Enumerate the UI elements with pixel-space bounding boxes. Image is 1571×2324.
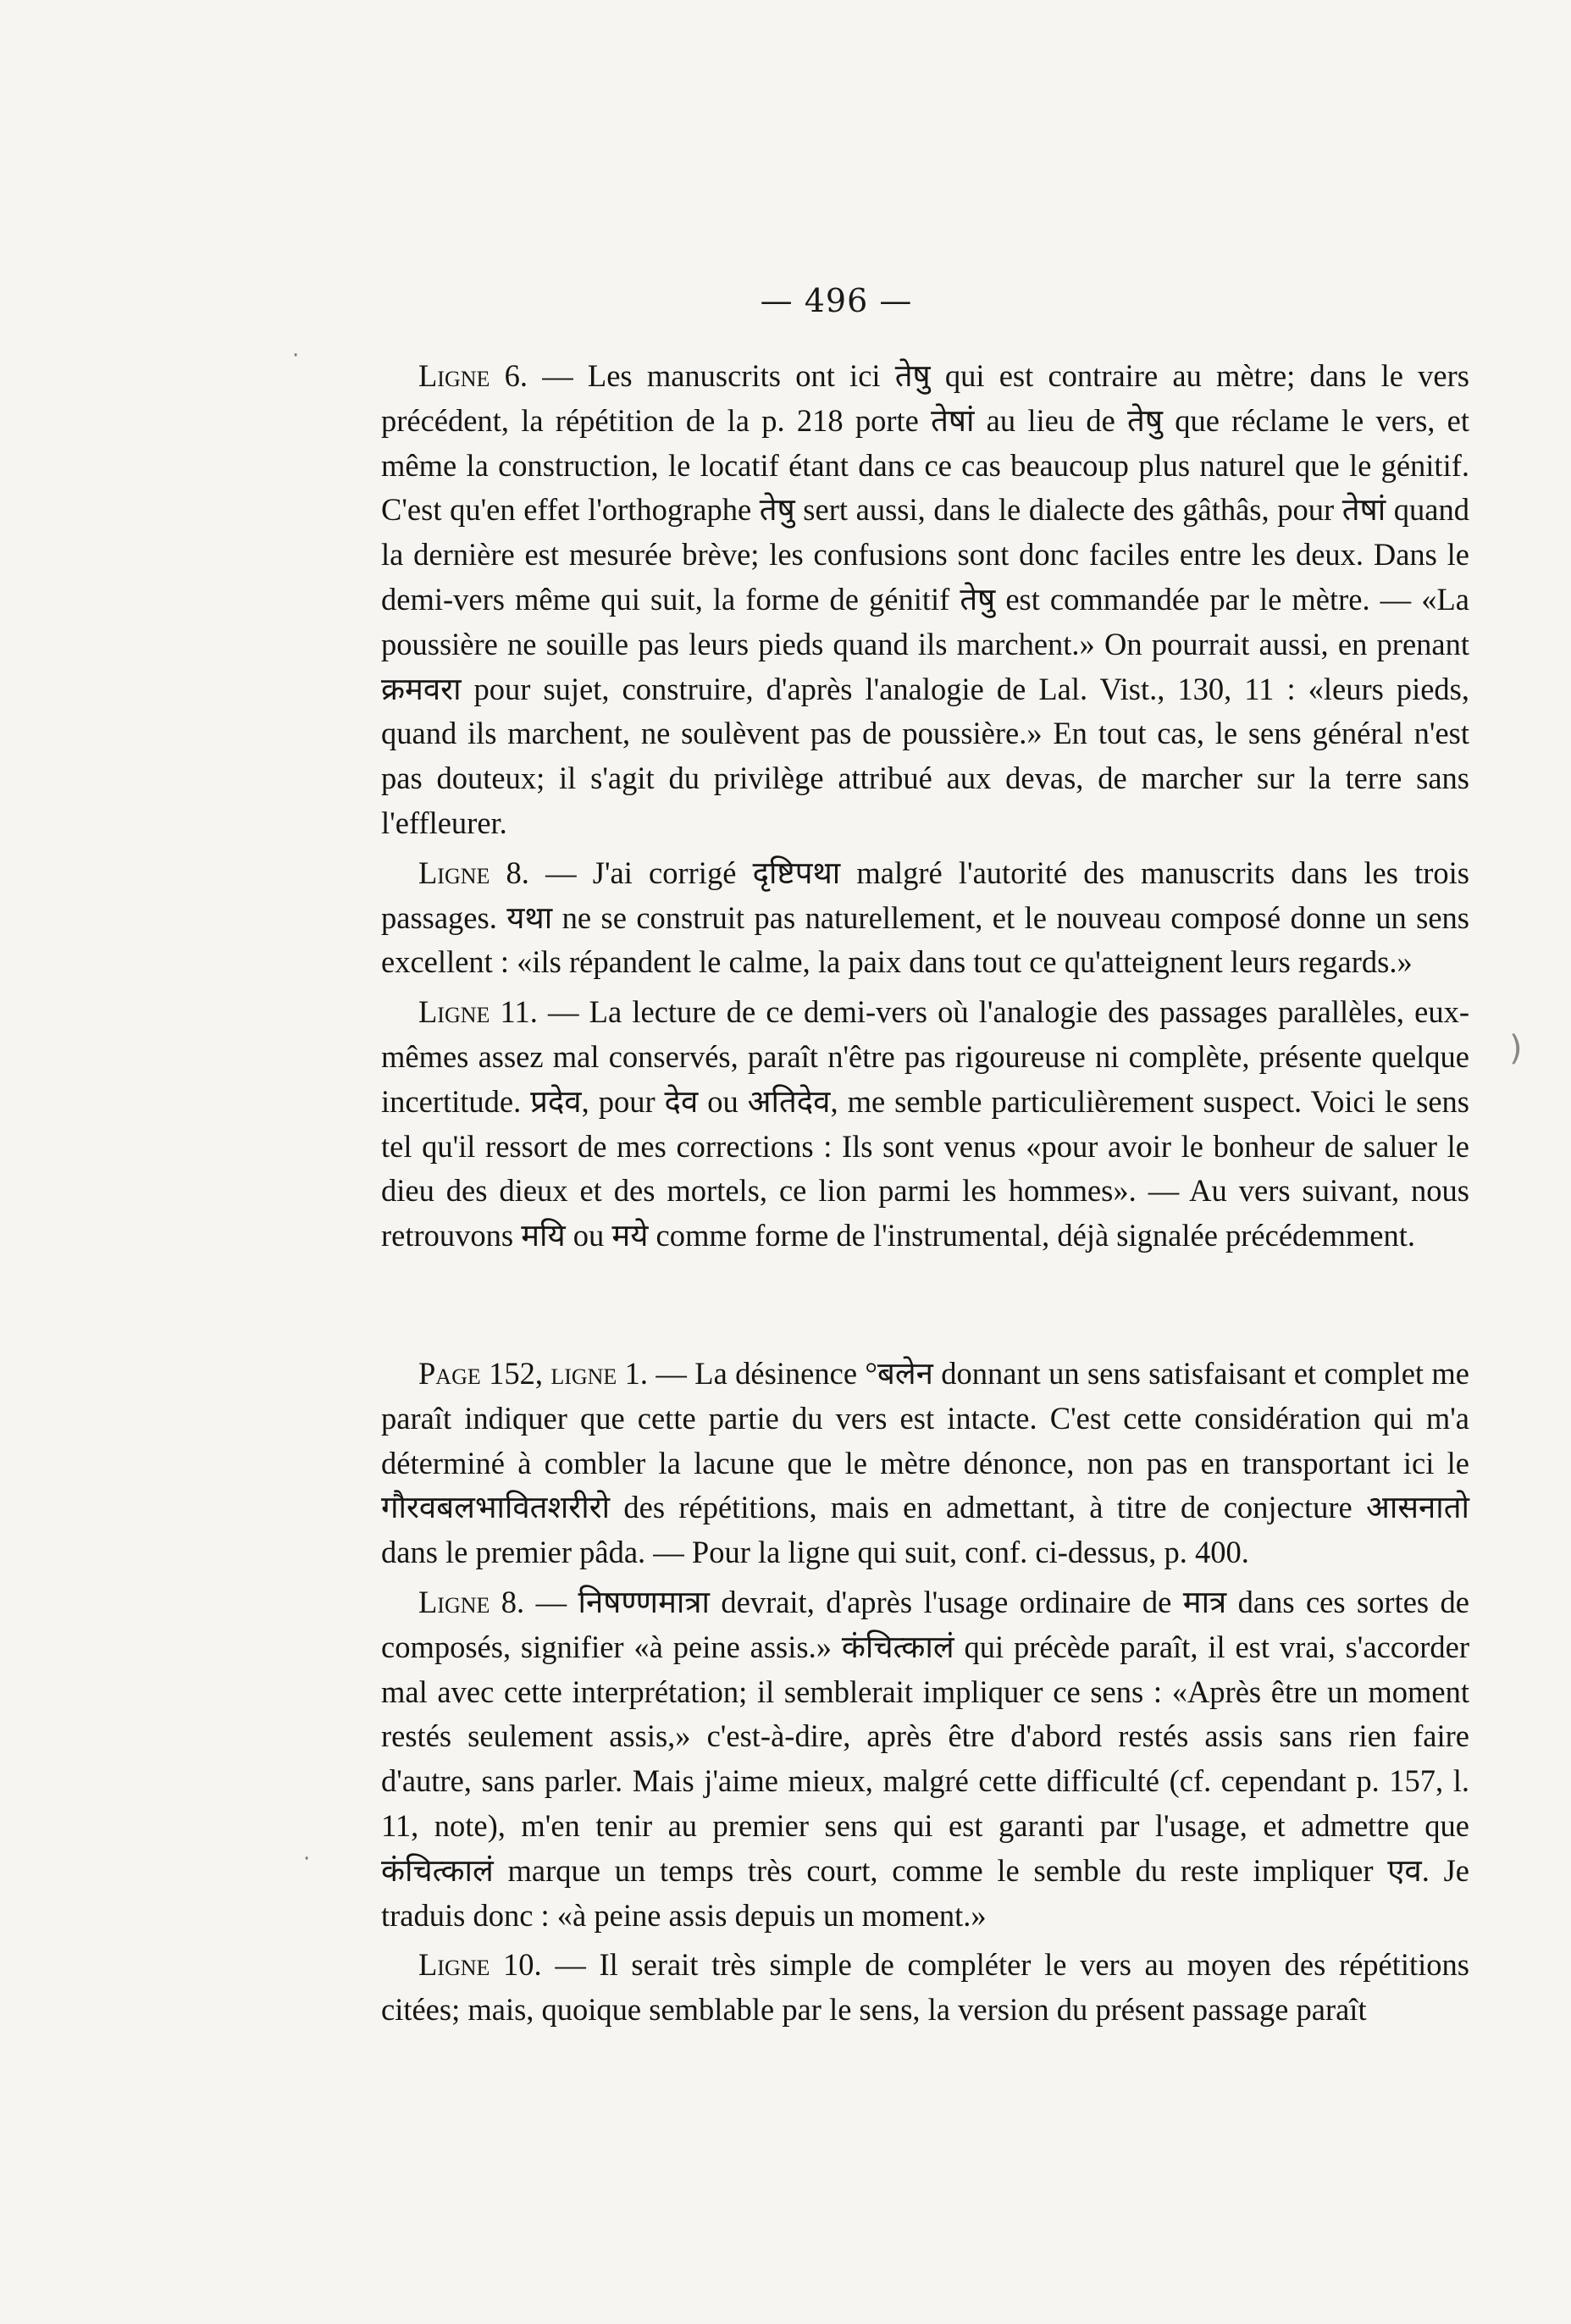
note-text: — La désinence °बलेन donnant un sens satisfaisant et complet me paraît indiquer que cette partie du vers est intacte. C'est cette considération qui m'a déterminé à combler la lacune que le mètre dénonce, non pas en transportant ici le गौरवबलभावितशरीरो des répétitions, mais en admettant, à titre de conjecture आसनातो dans le premier pâda. — Pour la ligne qui suit, conf. ci-dessus, p. 400. [381, 1356, 1470, 1570]
note-paragraph [381, 354, 1469, 846]
note-paragraph [381, 1580, 1469, 1938]
note-paragraph [381, 851, 1469, 985]
note-heading: Ligne 8. [418, 1584, 525, 1619]
note-text: — J'ai corrigé दृष्टिपथा malgré l'autorité des manuscrits dans les trois passages. यथा ne se construit pas naturellement, et le nouveau composé donne un sens excellent : «ils répandent le calme, la paix dans tout ce qu'atteignent leurs regards.» [381, 855, 1470, 980]
margin-mark: ) [1509, 1029, 1523, 1068]
note-text: — Les manuscrits ont ici तेषु qui est contraire au mètre; dans le vers précédent, la répétition de la p. 218 porte तेषां au lieu de तेषु que réclame le vers, et même la construction, le locatif étant dans ce cas beaucoup plus naturel que le génitif. C'est qu'en effet l'orthographe तेषु sert aussi, dans le dialecte des gâthâs, pour तेषां quand la dernière est mesurée brève; les confusions sont donc faciles entre les deux. Dans le demi-vers même qui suit, la forme de génitif तेषु est commandée par le mètre. — «La poussière ne souille pas leurs pieds quand ils marchent.» On pourrait aussi, en prenant क्रमवरा pour sujet, construire, d'après l'analogie de Lal. Vist., 130, 11 : «leurs pieds, quand ils marchent, ne soulèvent pas de poussière.» En tout cas, le sens général n'est pas douteux; il s'agit du privilège attribué aux devas, de marcher sur la terre sans l'effleurer. [381, 358, 1469, 840]
note-heading: Ligne 8. [418, 855, 529, 890]
note-heading: Ligne 10. [418, 1947, 542, 1983]
note-text: — निषण्णमात्रा devrait, d'après l'usage ordinaire de मात्र dans ces sortes de composés, signifier «à peine assis.» कंचित्कालं qui précède paraît, il est vrai, s'accorder mal avec cette interprétation; il semblerait impliquer ce sens : «Après être un moment restés seulement assis,» c'est-à-dire, après être d'abord restés assis sans rien faire d'autre, sans parler. Mais j'aime mieux, malgré cette difficulté (cf. cependant p. 157, l. 11, note), m'en tenir au premier sens qui est garanti par l'usage, et admettre que कंचित्कालं marque un temps très court, comme le semble du reste impliquer एव. Je traduis donc : «à peine assis depuis un moment.» [381, 1584, 1469, 1933]
note-heading: Page 152, ligne 1. [418, 1356, 649, 1391]
page-number: — 496 — [760, 282, 913, 319]
note-heading: Ligne 11. [418, 994, 538, 1030]
notes-section-1 [381, 354, 1469, 1264]
note-heading: Ligne 6. [418, 358, 528, 393]
note-paragraph [381, 1943, 1469, 2033]
note-paragraph [381, 990, 1469, 1259]
margin-mark: · [303, 1846, 311, 1872]
note-text: — Il serait très simple de compléter le vers au moyen des répétitions citées; mais, quoique semblable par le sens, la version du présent passage paraît [381, 1947, 1470, 2028]
notes-section-2 [381, 1352, 1469, 2038]
note-text: — La lecture de ce demi-vers où l'analogie des passages parallèles, eux-mêmes assez mal conservés, paraît n'être pas rigoureuse ni complète, présente quelque incertitude. प्रदेव, pour देव ou अतिदेव, me semble particulièrement suspect. Voici le sens tel qu'il ressort de mes corrections : Ils sont venus «pour avoir le bonheur de saluer le dieu des dieux et des mortels, ce lion parmi les hommes». — Au vers suivant, nous retrouvons मयि ou मये comme forme de l'instrumental, déjà signalée précédemment. [381, 994, 1469, 1253]
note-paragraph [381, 1352, 1469, 1575]
margin-mark: · [292, 343, 300, 368]
